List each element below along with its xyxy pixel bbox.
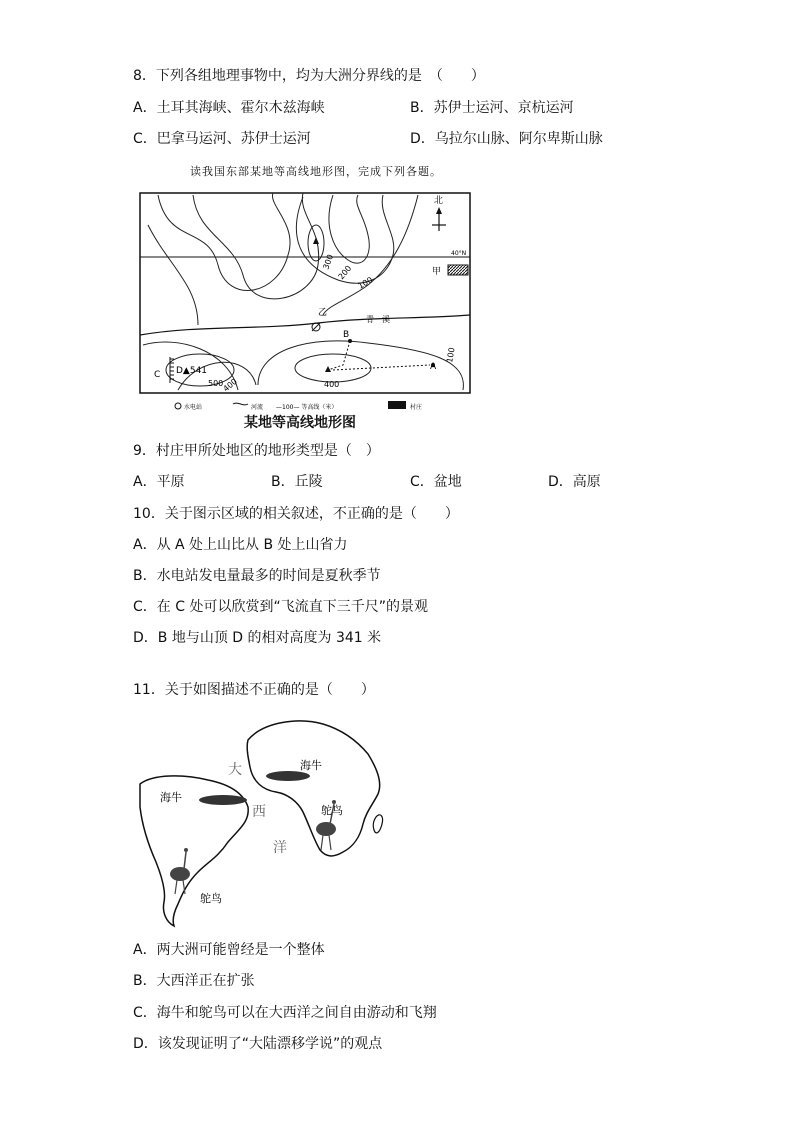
q9-option-c: C．盆地 bbox=[410, 474, 462, 490]
contour-400b-label: 400 bbox=[221, 376, 239, 394]
q11-option-d: D．该发现证明了“大陆漂移学说”的观点 bbox=[133, 1036, 383, 1052]
contour-100b-label: 100 bbox=[445, 346, 457, 364]
manatee-label-left: 海牛 bbox=[160, 791, 182, 804]
legend-river-label: 河流 bbox=[251, 404, 264, 411]
q8-option-b: B．苏伊士运河、京杭运河 bbox=[410, 100, 574, 116]
latitude-label: 40°N bbox=[451, 250, 467, 257]
q10-option-c: C．在 C 处可以欣赏到“飞流直下三千尺”的景观 bbox=[133, 599, 428, 615]
q9-stem: 9．村庄甲所处地区的地形类型是（ ） bbox=[133, 443, 380, 459]
q8-option-c: C．巴拿马运河、苏伊士运河 bbox=[133, 131, 311, 147]
map-intro: 读我国东部某地等高线地形图，完成下列各题。 bbox=[190, 165, 442, 178]
q11-option-a: A．两大洲可能曾经是一个整体 bbox=[133, 942, 325, 958]
village-icon bbox=[448, 265, 468, 275]
madagascar-shape bbox=[373, 815, 382, 833]
stream-label: 青 溪 bbox=[366, 315, 390, 324]
q11-stem: 11．关于如图描述不正确的是（ ） bbox=[133, 682, 375, 698]
ostrich-label-left: 鸵鸟 bbox=[200, 892, 222, 905]
village-label: 甲 bbox=[432, 267, 442, 277]
q11-option-b: B．大西洋正在扩张 bbox=[133, 973, 255, 989]
map-title: 某地等高线地形图 bbox=[244, 415, 356, 431]
q8-option-a: A．土耳其海峡、霍尔木兹海峡 bbox=[133, 100, 325, 116]
contour-100-label: 100 bbox=[356, 275, 375, 291]
contour-400-label: 400 bbox=[324, 380, 340, 389]
manatee-icon bbox=[266, 771, 310, 781]
q9-option-a: A．平原 bbox=[133, 474, 185, 490]
q9-option-b: B．丘陵 bbox=[271, 474, 323, 490]
manatee-label-right: 海牛 bbox=[300, 759, 322, 772]
q10-option-b: B．水电站发电量最多的时间是夏秋季节 bbox=[133, 568, 381, 584]
africa-shape bbox=[247, 721, 380, 856]
point-a-label: A bbox=[430, 362, 437, 372]
ocean-label-3: 洋 bbox=[273, 840, 287, 856]
q8-option-d: D．乌拉尔山脉、阿尔卑斯山脉 bbox=[410, 131, 603, 147]
ostrich-label-right: 鸵鸟 bbox=[321, 804, 343, 817]
contour-200-label: 200 bbox=[336, 263, 354, 282]
legend-station-label: 水电站 bbox=[184, 404, 203, 411]
q11-option-c: C．海牛和鸵鸟可以在大西洋之间自由游动和飞翔 bbox=[133, 1005, 437, 1021]
legend-village-label: 村庄 bbox=[410, 404, 423, 411]
q9-option-d: D．高原 bbox=[548, 474, 601, 490]
legend-contour-label: —100— 等高线（米） bbox=[276, 404, 338, 411]
ocean-label-1: 大 bbox=[228, 762, 242, 778]
q10-option-a: A．从 A 处上山比从 B 处上山省力 bbox=[133, 537, 348, 553]
legend-station-icon bbox=[175, 403, 181, 409]
topographic-map bbox=[138, 185, 476, 425]
point-yi-label: 乙 bbox=[318, 308, 328, 318]
manatee-icon bbox=[199, 795, 247, 805]
north-label: 北 bbox=[434, 196, 444, 206]
q10-stem: 10．关于图示区域的相关叙述，不正确的是（ ） bbox=[133, 506, 459, 522]
point-c-label: C bbox=[154, 370, 161, 380]
legend-river-icon bbox=[233, 403, 248, 405]
q10-option-d: D．B 地与山顶 D 的相对高度为 341 米 bbox=[133, 630, 382, 646]
continents-map bbox=[128, 712, 393, 932]
q8-stem: 8．下列各组地理事物中，均为大洲分界线的是 （ ） bbox=[133, 68, 485, 84]
map-frame bbox=[140, 193, 470, 393]
peak-d-label: D▲541 bbox=[176, 366, 208, 376]
point-b-label: B bbox=[343, 330, 350, 340]
contour-500-label: 500 bbox=[208, 379, 224, 388]
legend-village-icon bbox=[388, 401, 406, 409]
contour-300-label: 300 bbox=[321, 253, 336, 271]
ocean-label-2: 西 bbox=[252, 804, 266, 820]
